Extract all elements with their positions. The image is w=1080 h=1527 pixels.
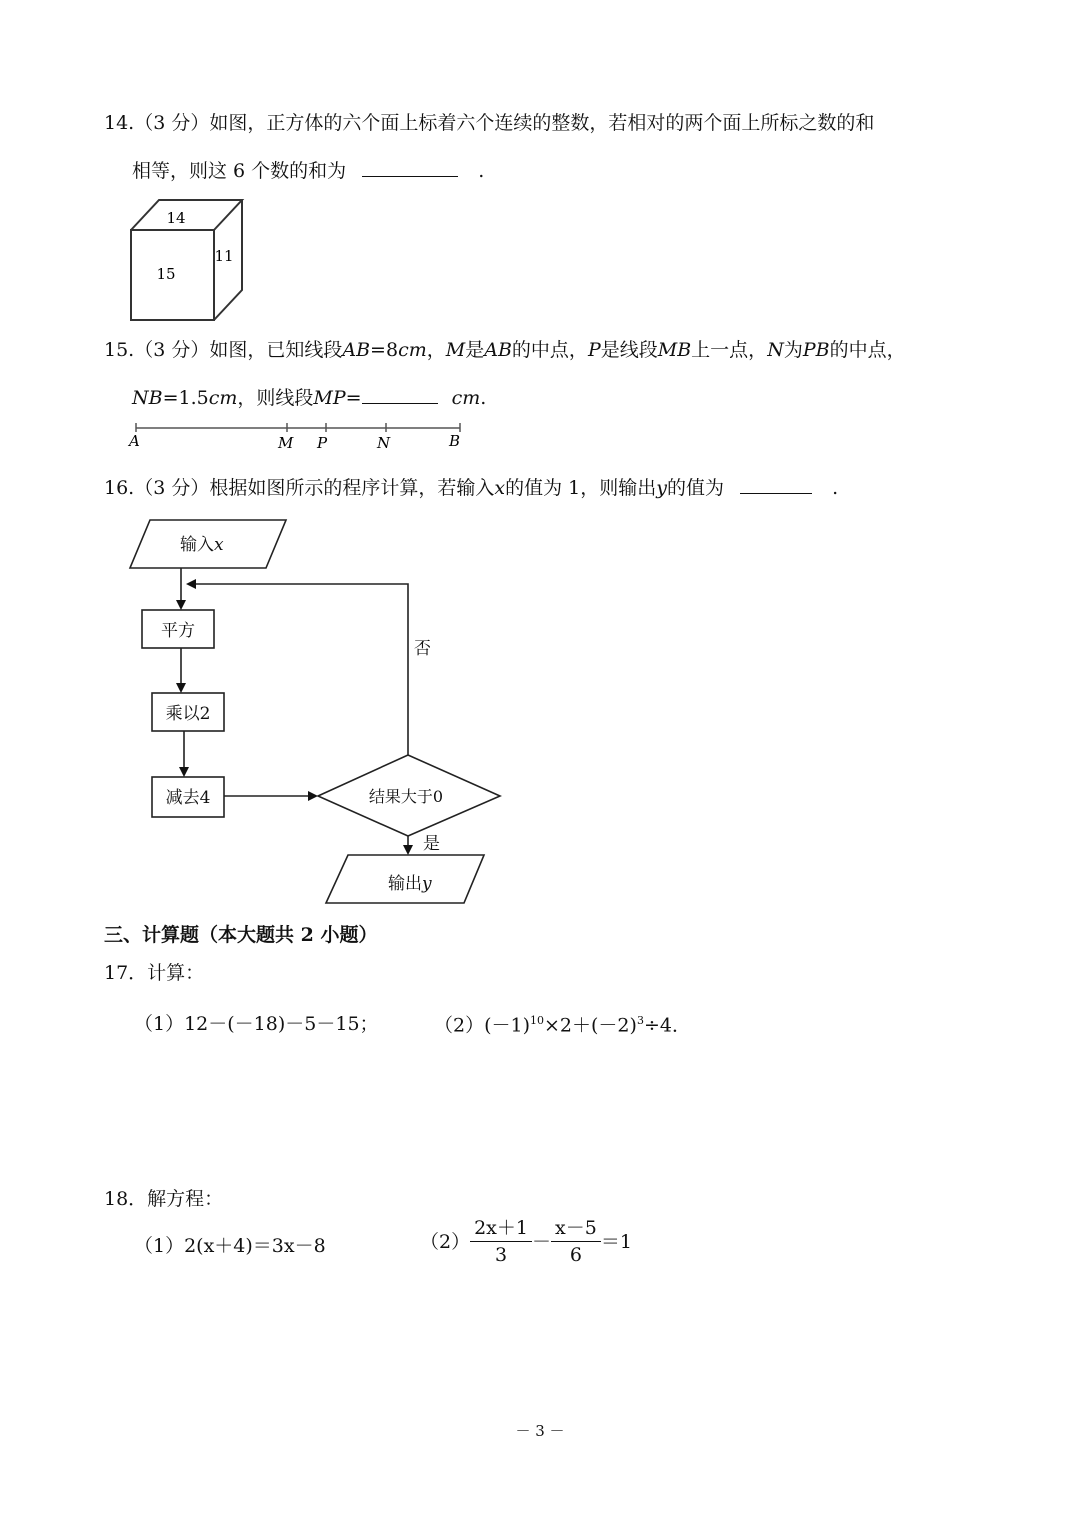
flow-decision-label: 结果大于0 bbox=[368, 787, 444, 806]
flow-minus4-label: 减去4 bbox=[165, 788, 211, 808]
flow-input-label: 输入x bbox=[180, 535, 224, 555]
q15-unit-cm-2: cm bbox=[208, 387, 238, 409]
q15-text-e: 的中点， bbox=[511, 339, 588, 361]
section-3-title-a: 三、计算题（本大题共 bbox=[104, 924, 295, 946]
q15-var-mp: MP bbox=[313, 387, 346, 409]
section-3-title bbox=[104, 920, 378, 947]
q18-rhs: ＝1 bbox=[600, 1230, 632, 1253]
section-3-count: 2 bbox=[300, 924, 314, 946]
q18-part1: （1）2(x＋4)＝3x－8 bbox=[134, 1235, 326, 1257]
q15-equals: = bbox=[345, 387, 362, 409]
flow-square-label: 平方 bbox=[161, 621, 195, 641]
label-point-m: M bbox=[278, 434, 294, 452]
cube-top-number: 14 bbox=[166, 209, 186, 227]
q17-part2 bbox=[434, 1015, 691, 1035]
q15-var-nb: NB bbox=[132, 387, 163, 409]
q15-text-c: ， bbox=[426, 339, 446, 361]
q15-text-a: 15.（3 分）如图，已知线段 bbox=[104, 339, 343, 361]
q15-var-n: N bbox=[767, 339, 784, 361]
arrow-no-loop bbox=[188, 584, 408, 755]
q18-minus: － bbox=[532, 1230, 552, 1253]
q15-var-p: P bbox=[587, 339, 601, 361]
q17-title: 17．计算： bbox=[104, 962, 205, 984]
q15-text-then: ，则线段 bbox=[237, 387, 314, 409]
q17-part2-c: ÷4． bbox=[643, 1014, 691, 1037]
q17-part1: （1）12－(－18)－5－15； bbox=[134, 1013, 379, 1035]
label-point-n: N bbox=[377, 434, 391, 452]
flow-yes-label: 是 bbox=[423, 834, 440, 854]
q14-cube-figure bbox=[126, 195, 248, 325]
cube-side-number: 11 bbox=[214, 247, 234, 265]
q14-line2-text: 相等，则这 6 个数的和为 bbox=[132, 160, 347, 182]
page-number: － 3 － bbox=[515, 1422, 565, 1440]
q15-unit-cm: cm bbox=[398, 339, 427, 361]
q15-line2 bbox=[132, 385, 486, 408]
flow-no-label: 否 bbox=[414, 639, 431, 659]
q15-text-d: 是 bbox=[465, 339, 485, 361]
q18-fraction-1 bbox=[470, 1219, 532, 1265]
q16-line bbox=[104, 475, 838, 498]
q15-nb-value: =1.5 bbox=[162, 387, 209, 409]
cube-top-face bbox=[131, 200, 242, 230]
q15-var-pb: PB bbox=[802, 339, 830, 361]
q18-title: 18．解方程： bbox=[104, 1188, 224, 1210]
q15-text-g: 上一点， bbox=[691, 339, 768, 361]
label-point-p: P bbox=[317, 434, 328, 452]
q16-var-y: y bbox=[656, 477, 667, 499]
q15-text-f: 是线段 bbox=[600, 339, 658, 361]
q16-text-c: 的值为 bbox=[666, 477, 724, 499]
q17-exponent-10: 10 bbox=[530, 1014, 545, 1027]
q15-text-b: =8 bbox=[370, 339, 399, 361]
q14-answer-blank bbox=[362, 158, 458, 177]
q18-frac1-numerator: 2x＋1 bbox=[470, 1219, 532, 1242]
q16-text-b: 的值为 1，则输出 bbox=[505, 477, 657, 499]
q15-line1 bbox=[104, 341, 906, 360]
q15-var-ab: AB bbox=[342, 339, 371, 361]
flow-times2-label: 乘以2 bbox=[165, 704, 211, 724]
q16-var-x: x bbox=[494, 477, 506, 499]
q18-part2 bbox=[420, 1219, 632, 1265]
q17-exponent-3: 3 bbox=[636, 1014, 644, 1027]
q18-fraction-2 bbox=[551, 1219, 601, 1265]
q15-segment-figure bbox=[126, 420, 468, 454]
q15-var-ab2: AB bbox=[484, 339, 512, 361]
q15-answer-blank bbox=[362, 385, 438, 404]
label-point-a: A bbox=[129, 432, 140, 450]
q15-var-mb: MB bbox=[657, 339, 692, 361]
q18-frac2-numerator: x－5 bbox=[551, 1219, 601, 1242]
q16-period: . bbox=[832, 477, 839, 499]
q18-frac2-denominator: 6 bbox=[569, 1244, 582, 1266]
flow-output-label: 输出y bbox=[388, 874, 432, 894]
q16-answer-blank bbox=[740, 475, 812, 494]
q18-part2-label: （2） bbox=[420, 1230, 471, 1253]
q16-text-a: 16.（3 分）根据如图所示的程序计算，若输入 bbox=[104, 477, 495, 499]
label-point-b: B bbox=[449, 432, 461, 450]
q14-line2 bbox=[132, 158, 484, 181]
q18-frac1-denominator: 3 bbox=[495, 1244, 508, 1266]
q16-flowchart bbox=[120, 512, 520, 910]
section-3-title-b: 小题） bbox=[320, 924, 378, 946]
q14-period: . bbox=[478, 160, 485, 182]
q17-part2-a: （2）(－1) bbox=[434, 1014, 531, 1037]
q15-var-m: M bbox=[445, 339, 466, 361]
q15-unit-cm-3: cm bbox=[451, 387, 481, 409]
q15-period: . bbox=[480, 387, 487, 409]
cube-front-number: 15 bbox=[156, 265, 176, 283]
q14-line1: 14.（3 分）如图，正方体的六个面上标着六个连续的整数，若相对的两个面上所标之数的和 bbox=[104, 112, 875, 134]
q15-text-i: 的中点， bbox=[829, 339, 906, 361]
q17-part2-b: ×2＋(－2) bbox=[544, 1014, 637, 1037]
q15-text-h: 为 bbox=[783, 339, 803, 361]
